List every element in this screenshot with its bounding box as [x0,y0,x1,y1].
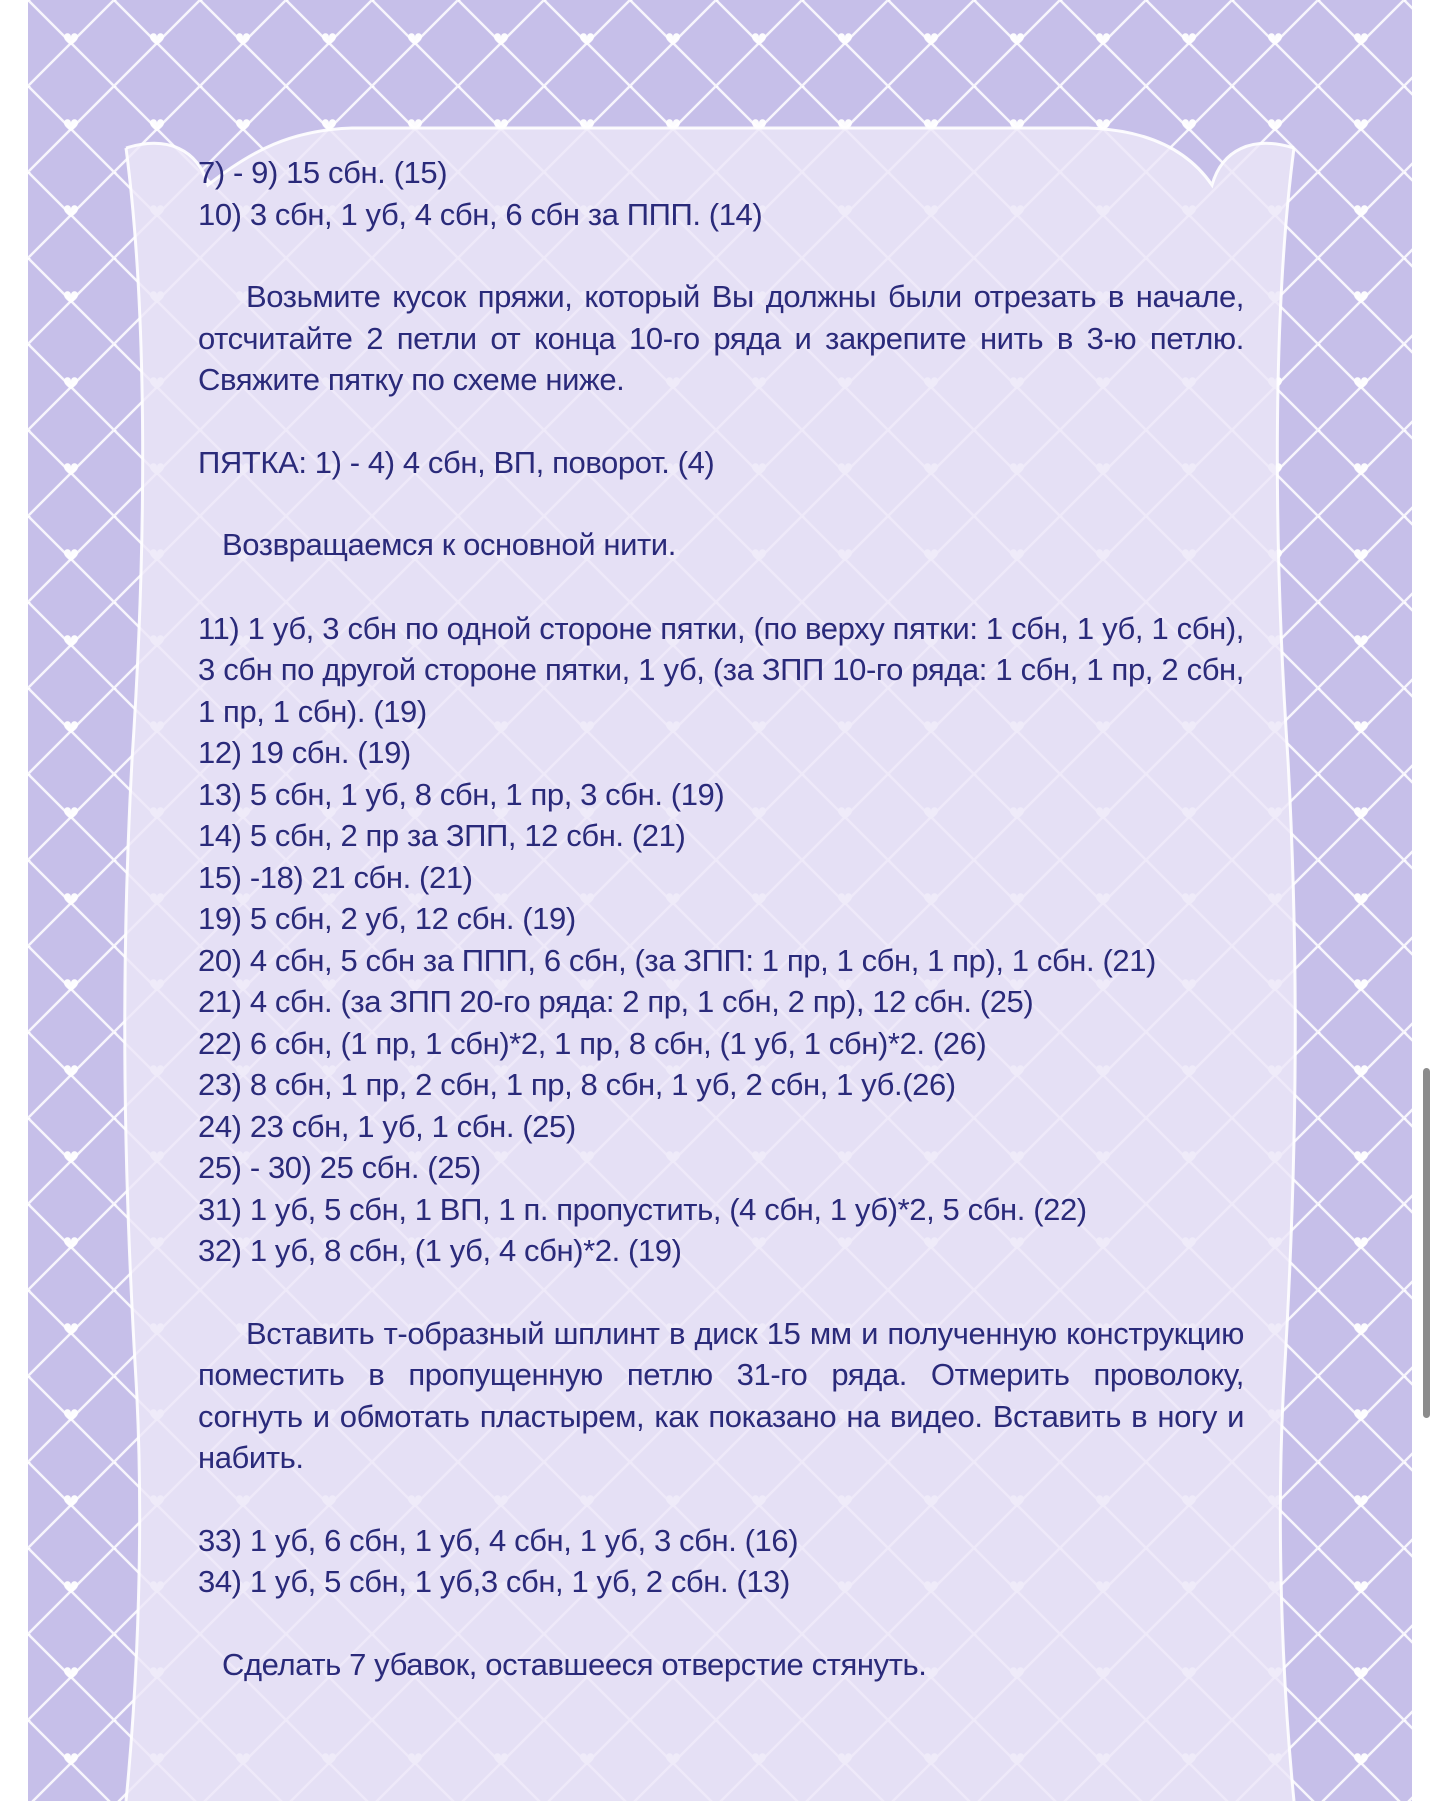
pattern-instructions [198,152,1244,1685]
row-13: 13) 5 сбн, 1 уб, 8 сбн, 1 пр, 3 сбн. (19) [198,776,725,812]
row-22: 22) 6 сбн, (1 пр, 1 сбн)*2, 1 пр, 8 сбн, (1 уб, 1 сбн)*2. (26) [198,1025,987,1061]
row-12: 12) 19 сбн. (19) [198,735,411,770]
final-note: Сделать 7 убавок, оставшееся отверстие стянуть. [222,1646,927,1682]
row-31: 31) 1 уб, 5 сбн, 1 ВП, 1 п. пропустить, (4 сбн, 1 уб)*2, 5 сбн. (22) [198,1191,1087,1227]
row-23: 23) 8 сбн, 1 пр, 2 сбн, 1 пр, 8 сбн, 1 уб, 2 сбн, 1 уб.(26) [198,1067,956,1102]
paragraph-pin: Вставить т-образный шплинт в диск 15 мм и полученную конструкцию поместить в пропущенную петлю 31-го ряда. Отмерить проволоку, согнуть и обмотать пластырем, как показано на видео. Вставить в ногу и набить. [198,1315,1244,1475]
row-10: 10) 3 сбн, 1 уб, 4 сбн, 6 сбн за ППП. (14) [198,196,763,232]
row-15-18: 15) -18) 21 сбн. (21) [198,859,473,895]
row-11: 11) 1 уб, 3 сбн по одной стороне пятки, (по верху пятки: 1 сбн, 1 уб, 1 сбн), 3 сбн по другой стороне пятки, 1 уб, (за ЗПП 10-го ряда: 1 сбн, 1 пр, 2 сбн, 1 пр, 1 сбн). (19) [198,610,1244,729]
row-14: 14) 5 сбн, 2 пр за ЗПП, 12 сбн. (21) [198,818,686,853]
row-33: 33) 1 уб, 6 сбн, 1 уб, 4 сбн, 1 уб, 3 сбн. (16) [198,1522,799,1558]
row-25-30: 25) - 30) 25 сбн. (25) [198,1150,481,1185]
row-19: 19) 5 сбн, 2 уб, 12 сбн. (19) [198,901,576,936]
row-21: 21) 4 сбн. (за ЗПП 20-го ряда: 2 пр, 1 сбн, 2 пр), 12 сбн. (25) [198,984,1034,1019]
row-34: 34) 1 уб, 5 сбн, 1 уб,3 сбн, 1 уб, 2 сбн. (13) [198,1564,790,1599]
row-7-9: 7) - 9) 15 сбн. (15) [198,155,448,190]
return-thread-note: Возвращаемся к основной нити. [222,527,676,562]
paragraph-yarn: Возьмите кусок пряжи, который Вы должны были отрезать в начале, отсчитайте 2 петли от конца 10-го ряда и закрепите нить в 3-ю петлю. Свяжите пятку по схеме ниже. [198,279,1244,397]
row-24: 24) 23 сбн, 1 уб, 1 сбн. (25) [198,1108,576,1144]
row-20: 20) 4 сбн, 5 сбн за ППП, 6 сбн, (за ЗПП: 1 пр, 1 сбн, 1 пр), 1 сбн. (21) [198,942,1156,978]
scrollbar[interactable] [1423,1068,1430,1418]
heel-instructions: ПЯТКА: 1) - 4) 4 сбн, ВП, поворот. (4) [198,444,715,480]
row-32: 32) 1 уб, 8 сбн, (1 уб, 4 сбн)*2. (19) [198,1233,682,1268]
